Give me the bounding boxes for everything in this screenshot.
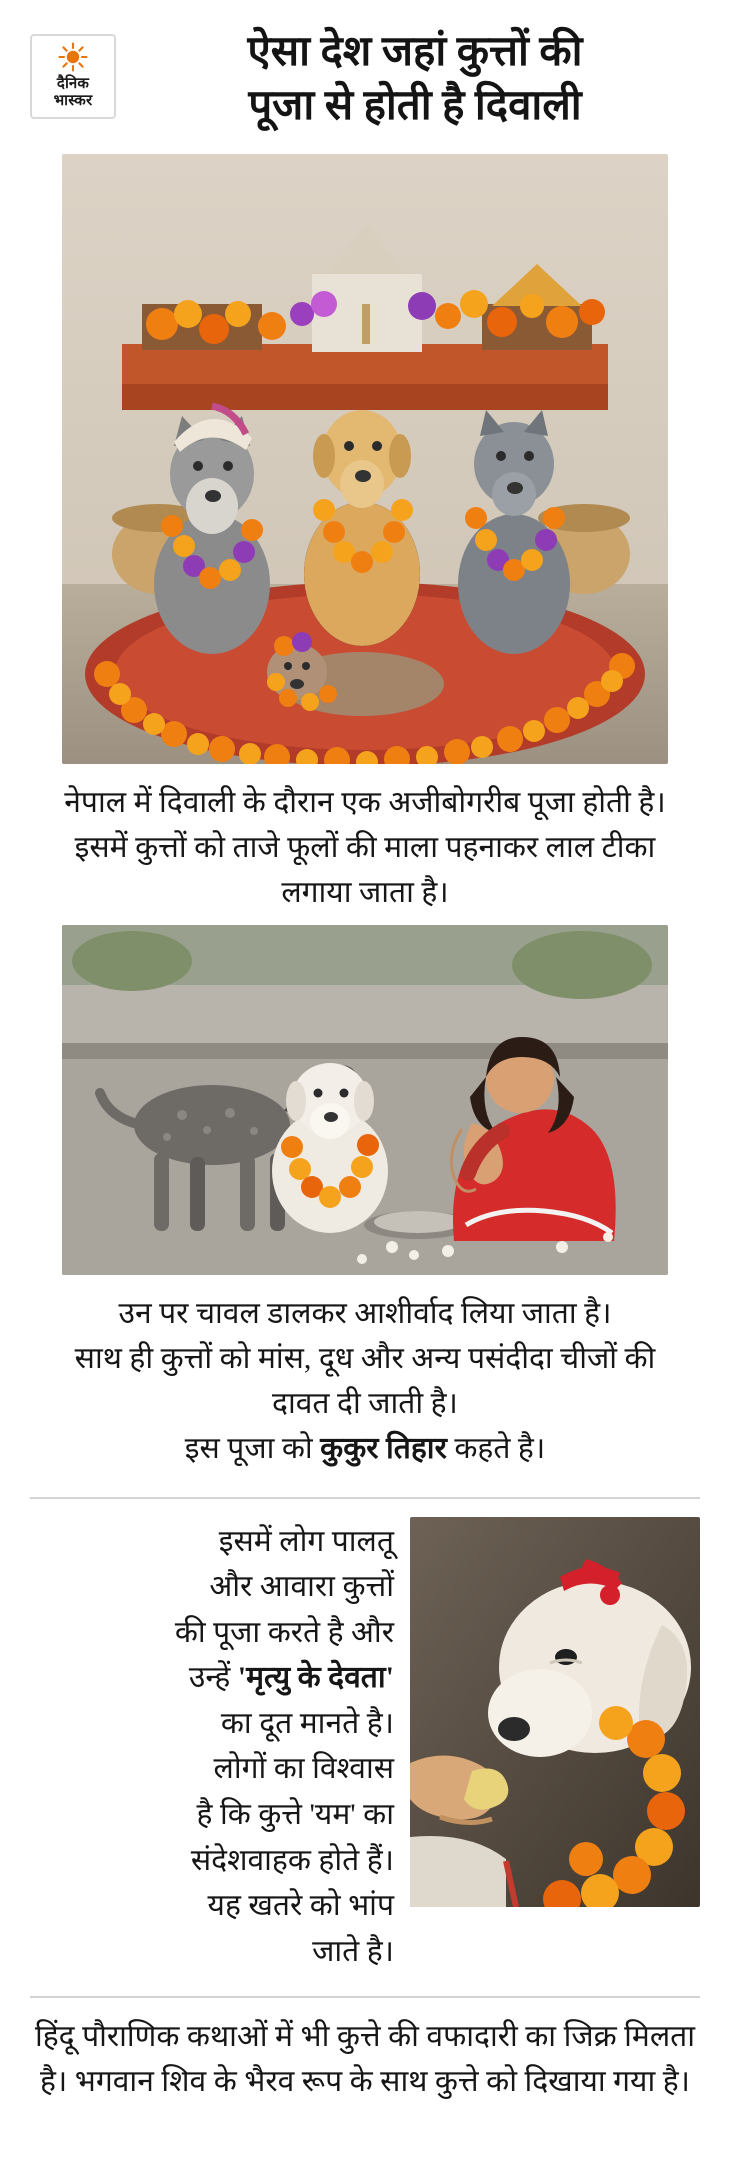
caption-line3-suffix: कहते है। [446,1431,546,1465]
caption-line3-prefix: इस पूजा को [184,1431,321,1465]
caption-line3-highlight: कुकुर तिहार [320,1431,447,1465]
section-1-caption: नेपाल में दिवाली के दौरान एक अजीबोगरीब पूजा होती है। इसमें कुत्तों को ताजे फूलों की माला पहनाकर लाल टीका लगाया जाता है। [64,785,666,909]
page-title [134,22,696,134]
section-2-caption [0,1275,730,1475]
headline-line-1: ऐसा देश जहां कुत्तों की [247,29,583,75]
section-3-line: लोगों का विश्वास [213,1752,394,1786]
dogs-garlanded-at-festival-altar-photo [62,154,668,764]
section-3-line: और आवारा कुत्तों [209,1570,394,1604]
section-3-line: संदेशवाहक होते हैं। [190,1843,394,1877]
page-header [0,0,730,148]
section-2-caption-line2: साथ ही कुत्तों को मांस, दूध और अन्य पसंदीदा चीजों की दावत दी जाती है। [74,1341,656,1420]
section-2-caption-line3 [50,1426,680,1471]
section-1-image-container [0,154,730,764]
footer-caption: हिंदू पौराणिक कथाओं में भी कुत्ते की वफादारी का जिक्र मिलता है। भगवान शिव के भैरव रूप के साथ कुत्ते को दिखाया गया है। [34,2020,696,2099]
section-3-line: इसमें लोग पालतू [218,1524,394,1558]
section-3-line: यह खतरे को भांप [207,1889,394,1923]
section-2-image-container [0,925,730,1275]
sun-icon [58,42,88,72]
section-3-line: है कि कुत्ते 'यम' का [196,1798,394,1832]
brand-name-line1: दैनिक [56,75,90,92]
headline-line-2: पूजा से होती है दिवाली [248,82,582,129]
section-2-caption-line1: उन पर चावल डालकर आशीर्वाद लिया जाता है। [118,1296,612,1330]
brand-logo[interactable] [30,34,116,119]
woman-praying-before-dogs-photo [62,925,668,1275]
section-3-text [30,1517,394,1975]
dog-being-fed-treat-photo [410,1517,700,1907]
section-3-line-highlight: उन्हें 'मृत्यु के देवता' [188,1661,394,1695]
section-3-line: का दूत मानते है। [220,1706,394,1740]
section-3-line: की पूजा करते है और [174,1615,394,1649]
section-3 [0,1499,730,1975]
brand-name-line2: भास्कर [53,91,93,109]
section-3-line: जाते है। [312,1934,394,1968]
